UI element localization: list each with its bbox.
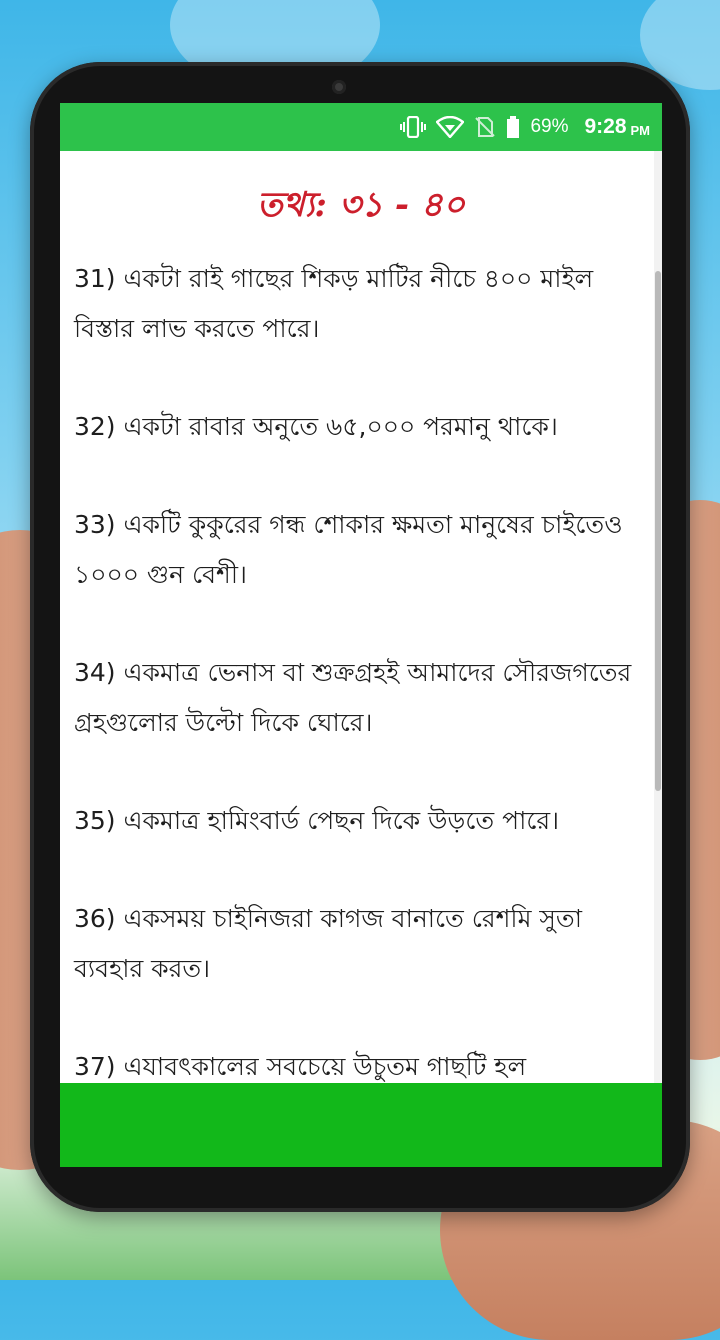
fact-item: 34) একমাত্র ভেনাস বা শুক্রগ্রহই আমাদের সৌরজগতের গ্রহগুলোর উল্টো দিকে ঘোরে।	[74, 658, 632, 737]
fact-item: 33) একটি কুকুরের গন্ধ শোকার ক্ষমতা মানুষের চাইতেও ১০০০ গুন বেশী।	[74, 510, 623, 589]
scrollbar-thumb[interactable]	[655, 271, 661, 791]
phone-frame	[30, 62, 690, 1212]
scrollbar-track[interactable]	[654, 151, 662, 1083]
fact-item: 37) এযাবৎকালের সবচেয়ে উচুতম গাছটি হল	[74, 1052, 527, 1081]
battery-percent: 69%	[530, 116, 569, 137]
battery-icon	[506, 116, 520, 138]
fact-item: 31) একটা রাই গাছের শিকড় মাটির নীচে ৪০০ মাইল বিস্তার লাভ করতে পারে।	[74, 264, 594, 343]
facts-list	[60, 254, 662, 1083]
fact-item: 36) একসময় চাইনিজরা কাগজ বানাতে রেশমি সুতা ব্যবহার করত।	[74, 904, 582, 983]
clock-am-pm: PM	[630, 122, 650, 138]
wifi-icon	[436, 116, 464, 138]
bottom-ad-bar[interactable]	[60, 1083, 662, 1167]
status-bar	[60, 103, 662, 151]
fact-item: 32) একটা রাবার অনুতে ৬৫,০০০ পরমানু থাকে।	[74, 412, 558, 441]
fact-item: 35) একমাত্র হামিংবার্ড পেছন দিকে উড়তে পারে।	[74, 806, 560, 835]
page-title: তথ্য: ৩১ - ৪০	[257, 185, 465, 225]
no-sim-icon	[474, 116, 496, 138]
vibrate-icon	[400, 116, 426, 138]
facts-scroll-view[interactable]	[60, 151, 662, 1083]
clock-time: 9:28	[584, 115, 627, 138]
phone-screen	[60, 103, 662, 1167]
camera-icon	[332, 80, 346, 94]
